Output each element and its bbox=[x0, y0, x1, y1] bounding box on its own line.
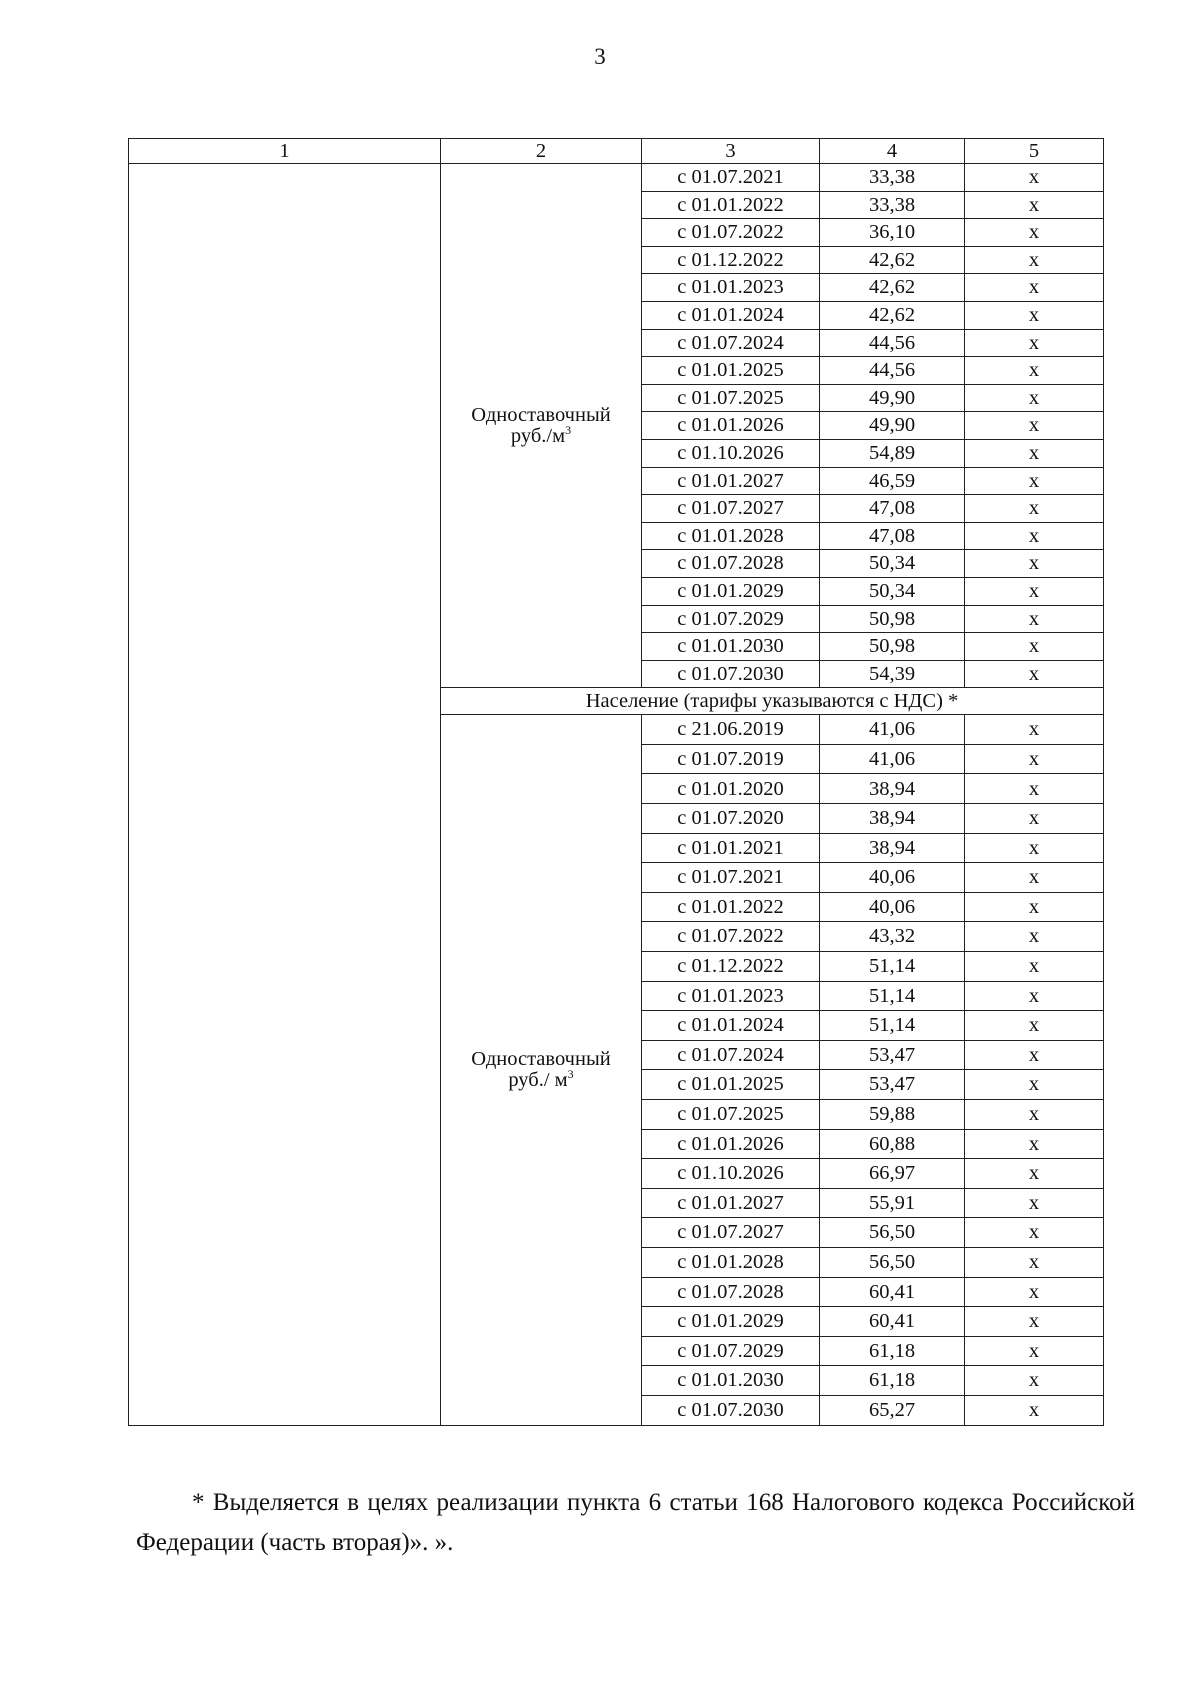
date-cell: с 01.07.2025 bbox=[642, 1100, 820, 1130]
tariff-value-cell: 38,94 bbox=[820, 833, 965, 863]
tariff-value-cell: 33,38 bbox=[820, 191, 965, 219]
tariff-value-cell: 50,34 bbox=[820, 577, 965, 605]
col5-cell: х bbox=[965, 164, 1104, 192]
header-cell-3: 3 bbox=[642, 139, 820, 164]
block1-unit-label bbox=[471, 405, 610, 446]
tariff-value-cell: 54,39 bbox=[820, 660, 965, 688]
date-cell: с 01.07.2021 bbox=[642, 164, 820, 192]
tariff-value-cell: 42,62 bbox=[820, 274, 965, 302]
col5-cell: х bbox=[965, 1040, 1104, 1070]
date-cell: с 01.01.2022 bbox=[642, 892, 820, 922]
tariff-value-cell: 43,32 bbox=[820, 922, 965, 952]
block2-unit-measure: руб./ м bbox=[508, 1068, 568, 1091]
col5-cell: х bbox=[965, 329, 1104, 357]
header-cell-5: 5 bbox=[965, 139, 1104, 164]
header-cell-4: 4 bbox=[820, 139, 965, 164]
col5-cell: х bbox=[965, 892, 1104, 922]
col5-cell: х bbox=[965, 384, 1104, 412]
date-cell: с 01.01.2026 bbox=[642, 1129, 820, 1159]
col5-cell: х bbox=[965, 774, 1104, 804]
tariff-value-cell: 41,06 bbox=[820, 744, 965, 774]
col5-cell: х bbox=[965, 744, 1104, 774]
col5-cell: х bbox=[965, 922, 1104, 952]
date-cell: с 01.07.2022 bbox=[642, 219, 820, 247]
col5-cell: х bbox=[965, 191, 1104, 219]
col5-cell: х bbox=[965, 1336, 1104, 1366]
col5-cell: х bbox=[965, 550, 1104, 578]
col5-cell: х bbox=[965, 1366, 1104, 1396]
date-cell: с 01.07.2020 bbox=[642, 804, 820, 834]
col5-cell: х bbox=[965, 577, 1104, 605]
date-cell: с 01.07.2030 bbox=[642, 660, 820, 688]
date-cell: с 21.06.2019 bbox=[642, 715, 820, 745]
col5-cell: х bbox=[965, 863, 1104, 893]
col5-cell: х bbox=[965, 952, 1104, 982]
date-cell: с 01.01.2028 bbox=[642, 1247, 820, 1277]
col5-cell: х bbox=[965, 1070, 1104, 1100]
tariff-value-cell: 33,38 bbox=[820, 164, 965, 192]
date-cell: с 01.07.2025 bbox=[642, 384, 820, 412]
tariff-value-cell: 44,56 bbox=[820, 357, 965, 385]
header-cell-1: 1 bbox=[129, 139, 441, 164]
tariff-value-cell: 60,41 bbox=[820, 1307, 965, 1337]
date-cell: с 01.01.2029 bbox=[642, 1307, 820, 1337]
col5-cell: х bbox=[965, 1011, 1104, 1041]
tariff-value-cell: 40,06 bbox=[820, 863, 965, 893]
tariff-table-body bbox=[129, 139, 1104, 1426]
col5-cell: х bbox=[965, 633, 1104, 661]
tariff-value-cell: 61,18 bbox=[820, 1366, 965, 1396]
tariff-table bbox=[128, 138, 1104, 1426]
block2-unit-cell bbox=[441, 715, 642, 1425]
date-cell: с 01.07.2024 bbox=[642, 1040, 820, 1070]
tariff-value-cell: 61,18 bbox=[820, 1336, 965, 1366]
date-cell: с 01.07.2029 bbox=[642, 1336, 820, 1366]
tariff-value-cell: 53,47 bbox=[820, 1040, 965, 1070]
col5-cell: х bbox=[965, 1277, 1104, 1307]
page-number: 3 bbox=[594, 44, 606, 69]
date-cell: с 01.01.2030 bbox=[642, 633, 820, 661]
col5-cell: х bbox=[965, 439, 1104, 467]
col5-cell: х bbox=[965, 274, 1104, 302]
date-cell: с 01.01.2025 bbox=[642, 357, 820, 385]
date-cell: с 01.07.2029 bbox=[642, 605, 820, 633]
date-cell: с 01.10.2026 bbox=[642, 1159, 820, 1189]
date-cell: с 01.01.2028 bbox=[642, 522, 820, 550]
date-cell: с 01.07.2027 bbox=[642, 1218, 820, 1248]
tariff-value-cell: 41,06 bbox=[820, 715, 965, 745]
tariff-value-cell: 49,90 bbox=[820, 412, 965, 440]
block1-unit-measure: руб./м bbox=[510, 424, 566, 447]
tariff-value-cell: 66,97 bbox=[820, 1159, 965, 1189]
date-cell: с 01.07.2028 bbox=[642, 1277, 820, 1307]
block2-unit-label bbox=[471, 1049, 610, 1090]
tariff-value-cell: 38,94 bbox=[820, 774, 965, 804]
date-cell: с 01.07.2028 bbox=[642, 550, 820, 578]
block1-unit-cell bbox=[441, 164, 642, 688]
date-cell: с 01.12.2022 bbox=[642, 952, 820, 982]
tariff-value-cell: 50,98 bbox=[820, 605, 965, 633]
date-cell: с 01.01.2027 bbox=[642, 1188, 820, 1218]
tariff-value-cell: 47,08 bbox=[820, 495, 965, 523]
col5-cell: х bbox=[965, 715, 1104, 745]
date-cell: с 01.07.2030 bbox=[642, 1395, 820, 1425]
col5-cell: х bbox=[965, 660, 1104, 688]
tariff-value-cell: 40,06 bbox=[820, 892, 965, 922]
tariff-value-cell: 42,62 bbox=[820, 246, 965, 274]
header-cell-2: 2 bbox=[441, 139, 642, 164]
date-cell: с 01.07.2027 bbox=[642, 495, 820, 523]
col5-cell: х bbox=[965, 357, 1104, 385]
col5-cell: х bbox=[965, 1307, 1104, 1337]
column-1-empty-cell bbox=[129, 164, 441, 1426]
tariff-value-cell: 47,08 bbox=[820, 522, 965, 550]
col5-cell: х bbox=[965, 219, 1104, 247]
tariff-value-cell: 44,56 bbox=[820, 329, 965, 357]
block1-unit-name: Одноставочный bbox=[471, 404, 611, 427]
col5-cell: х bbox=[965, 412, 1104, 440]
tariff-value-cell: 50,98 bbox=[820, 633, 965, 661]
tariff-value-cell: 65,27 bbox=[820, 1395, 965, 1425]
date-cell: с 01.10.2026 bbox=[642, 439, 820, 467]
col5-cell: х bbox=[965, 522, 1104, 550]
header-row bbox=[129, 139, 1104, 164]
tariff-value-cell: 60,88 bbox=[820, 1129, 965, 1159]
tariff-value-cell: 54,89 bbox=[820, 439, 965, 467]
tariff-value-cell: 38,94 bbox=[820, 804, 965, 834]
tariff-value-cell: 51,14 bbox=[820, 1011, 965, 1041]
col5-cell: х bbox=[965, 1218, 1104, 1248]
tariff-value-cell: 51,14 bbox=[820, 952, 965, 982]
date-cell: с 01.01.2030 bbox=[642, 1366, 820, 1396]
date-cell: с 01.01.2022 bbox=[642, 191, 820, 219]
col5-cell: х bbox=[965, 467, 1104, 495]
tariff-value-cell: 59,88 bbox=[820, 1100, 965, 1130]
date-cell: с 01.01.2025 bbox=[642, 1070, 820, 1100]
tariff-value-cell: 55,91 bbox=[820, 1188, 965, 1218]
tariff-value-cell: 53,47 bbox=[820, 1070, 965, 1100]
date-cell: с 01.01.2023 bbox=[642, 981, 820, 1011]
date-cell: с 01.01.2029 bbox=[642, 577, 820, 605]
date-cell: с 01.01.2023 bbox=[642, 274, 820, 302]
date-cell: с 01.01.2024 bbox=[642, 301, 820, 329]
footnote: * Выделяется в целях реализации пункта 6 статьи 168 Налогового кодекса Российской Федерации (часть вторая)». ». bbox=[136, 1489, 1135, 1556]
col5-cell: х bbox=[965, 1395, 1104, 1425]
col5-cell: х bbox=[965, 1100, 1104, 1130]
tariff-value-cell: 49,90 bbox=[820, 384, 965, 412]
tariff-value-cell: 42,62 bbox=[820, 301, 965, 329]
block2-unit-name: Одноставочный bbox=[471, 1048, 611, 1071]
date-cell: с 01.07.2019 bbox=[642, 744, 820, 774]
col5-cell: х bbox=[965, 804, 1104, 834]
tariff-value-cell: 60,41 bbox=[820, 1277, 965, 1307]
date-cell: с 01.01.2020 bbox=[642, 774, 820, 804]
block2-unit-superscript: 3 bbox=[567, 1067, 574, 1082]
col5-cell: х bbox=[965, 833, 1104, 863]
tariff-value-cell: 36,10 bbox=[820, 219, 965, 247]
date-cell: с 01.01.2027 bbox=[642, 467, 820, 495]
col5-cell: х bbox=[965, 495, 1104, 523]
col5-cell: х bbox=[965, 1129, 1104, 1159]
col5-cell: х bbox=[965, 246, 1104, 274]
date-cell: с 01.01.2021 bbox=[642, 833, 820, 863]
date-cell: с 01.07.2024 bbox=[642, 329, 820, 357]
block1-unit-superscript: 3 bbox=[565, 422, 572, 437]
tariff-value-cell: 46,59 bbox=[820, 467, 965, 495]
date-cell: с 01.07.2021 bbox=[642, 863, 820, 893]
date-cell: с 01.12.2022 bbox=[642, 246, 820, 274]
tariff-value-cell: 50,34 bbox=[820, 550, 965, 578]
date-cell: с 01.01.2024 bbox=[642, 1011, 820, 1041]
col5-cell: х bbox=[965, 301, 1104, 329]
tariff-value-cell: 51,14 bbox=[820, 981, 965, 1011]
date-cell: с 01.07.2022 bbox=[642, 922, 820, 952]
tariff-value-cell: 56,50 bbox=[820, 1247, 965, 1277]
section-title: Население (тарифы указываются с НДС) * bbox=[441, 688, 1104, 715]
col5-cell: х bbox=[965, 1159, 1104, 1189]
tariff-value-cell: 56,50 bbox=[820, 1218, 965, 1248]
col5-cell: х bbox=[965, 981, 1104, 1011]
table-row bbox=[129, 164, 1104, 192]
col5-cell: х bbox=[965, 605, 1104, 633]
col5-cell: х bbox=[965, 1247, 1104, 1277]
date-cell: с 01.01.2026 bbox=[642, 412, 820, 440]
col5-cell: х bbox=[965, 1188, 1104, 1218]
